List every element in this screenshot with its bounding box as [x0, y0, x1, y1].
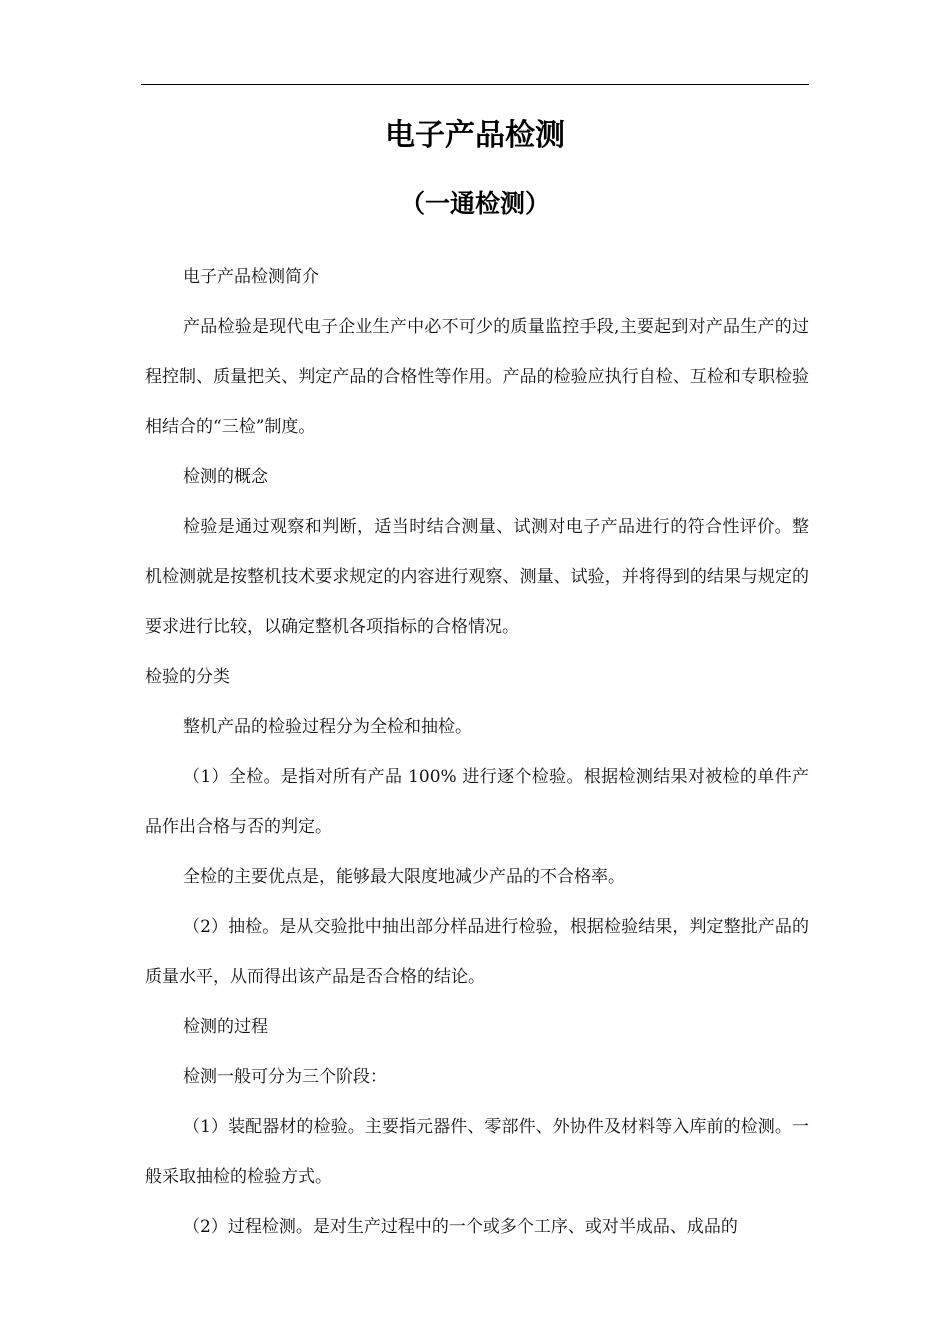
header-rule — [141, 84, 809, 85]
section-heading-process: 检测的过程 — [183, 1017, 268, 1037]
paragraph-full-inspection-advantage: 全检的主要优点是，能够最大限度地减少产品的不合格率。 — [183, 867, 625, 887]
section-heading-concept: 检测的概念 — [183, 467, 268, 487]
paragraph-process-stages: 检测一般可分为三个阶段： — [183, 1067, 387, 1087]
paragraph-sampling-inspection: （2）抽检。是从交验批中抽出部分样品进行检验，根据检验结果，判定整批产品的质量水平，从而得出该产品是否合格的结论。 — [145, 917, 809, 987]
paragraph-concept: 检验是通过观察和判断，适当时结合测量、试测对电子产品进行的符合性评价。整机检测就是按整机技术要求规定的内容进行观察、测量、试验，并将得到的结果与规定的要求进行比较，以确定整机各项指标的合格情况。 — [145, 517, 809, 637]
paragraph-material-inspection: （1）装配器材的检验。主要指元器件、零部件、外协件及材料等入库前的检测。一般采取抽检的检验方式。 — [145, 1117, 809, 1187]
document-subtitle: （一通检测） — [399, 189, 550, 218]
paragraph-full-inspection: （1）全检。是指对所有产品 100% 进行逐个检验。根据检测结果对被检的单件产品作出合格与否的判定。 — [145, 767, 809, 837]
document-body — [145, 252, 809, 1252]
section-heading-classification: 检验的分类 — [145, 667, 230, 687]
paragraph-intro: 产品检验是现代电子企业生产中必不可少的质量监控手段,主要起到对产品生产的过程控制、质量把关、判定产品的合格性等作用。产品的检验应执行自检、互检和专职检验相结合的“三检”制度。 — [145, 317, 809, 437]
document-title: 电子产品检测 — [385, 118, 565, 153]
paragraph-classification: 整机产品的检验过程分为全检和抽检。 — [183, 717, 472, 737]
paragraph-process-inspection: （2）过程检测。是对生产过程中的一个或多个工序、或对半成品、成品的 — [183, 1217, 738, 1237]
section-heading-intro: 电子产品检测简介 — [183, 267, 319, 287]
